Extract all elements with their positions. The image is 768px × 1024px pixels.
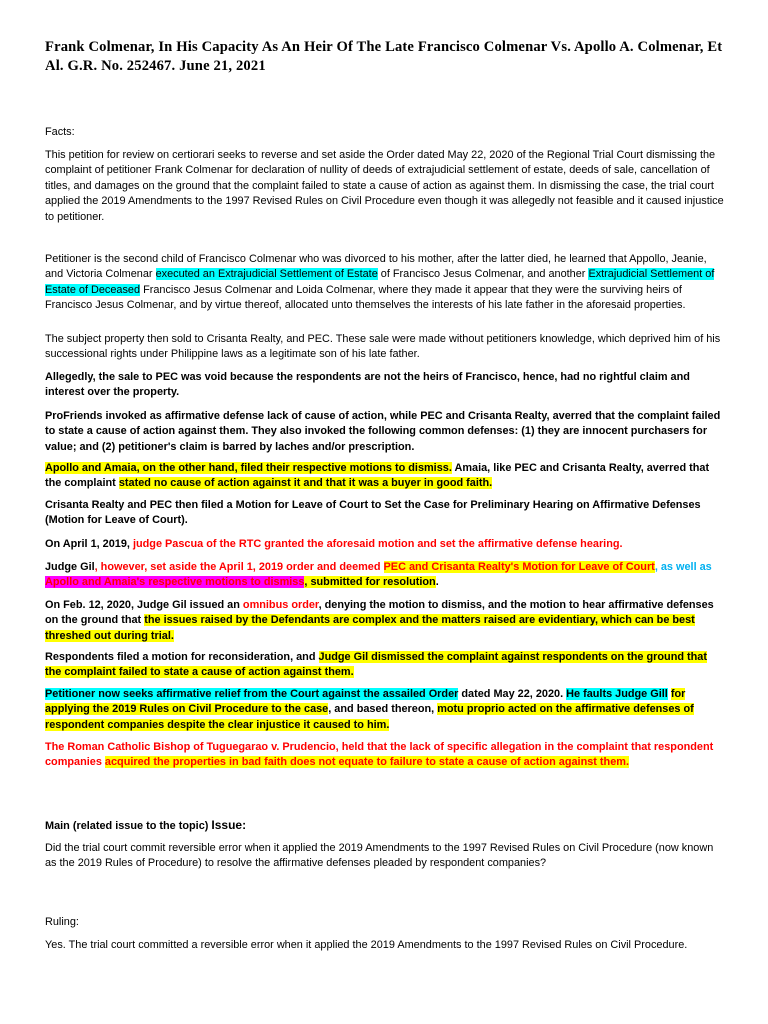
facts-paragraph-6 [45,461,725,492]
p6-highlight-no-cause: stated no cause of action against it and that it was a buyer in good faith. [118,477,493,490]
p11-text-a: Respondents filed a motion for reconsideration, and [45,651,319,663]
p9-red-set-aside: , however, set aside the April 1, 2019 order and deemed [94,561,384,573]
p10-highlight-issues-complex: the issues raised by the Defendants are complex and the matters raised are evidentiary, which can be best threshed out during trial. [45,614,695,642]
facts-paragraph-8 [45,537,725,552]
facts-paragraph-7: Crisanta Realty and PEC then filed a Motion for Leave of Court to Set the Case for Preliminary Hearing on Affirmative Defenses (Motion for Leave of Court). [45,499,701,527]
facts-heading: Facts: [45,126,75,138]
p9-highlight-submitted: , submitted for resolution [304,576,436,589]
facts-paragraph-4: Allegedly, the sale to PEC was void because the respondents are not the heirs of Francisco, hence, had no rightful claim and interest over the property. [45,371,690,399]
p12-cyan-affirmative-relief: Petitioner now seeks affirmative relief from the Court against the assailed Order [45,688,459,700]
facts-paragraph-3: The subject property then sold to Crisanta Realty, and PEC. These sale were made without petitioners knowledge, which deprived him of his successional rights under Philippine laws as a legitimate son of his late father. [45,333,721,361]
p13-highlight-bad-faith: acquired the properties in bad faith does not equate to failure to state a cause of action against them. [104,756,629,769]
p6-text-b: Amaia, like PEC and Crisanta Realty, averred that the complaint [45,462,710,490]
p13-red-roman-catholic: The Roman Catholic Bishop of Tuguegarao v. Prudencio, held that the lack of specific allegation in the complaint that respondent companies [45,741,714,769]
facts-paragraph-13 [45,740,725,771]
facts-paragraph-10 [45,598,725,644]
p2-text-e: Francisco Jesus Colmenar and Loida Colmenar, where they made it appear that they were the surviving heirs of Francisco Jesus Colmenar, and by virtue thereof, allocated unto themselves the interests of his late father in the aforesaid properties. [45,283,686,312]
p12-text-e: , and based thereon, [328,703,438,716]
p2-highlight-settlement-deceased: Extrajudicial Settlement of Estate of Deceased [45,268,715,296]
p6-highlight-motions-dismiss: Apollo and Amaia, on the other hand, filed their respective motions to dismiss. [45,462,452,474]
p12-highlight-2019-rules: for applying the 2019 Rules on Civil Procedure to the case [45,688,686,716]
p9-text-judge-gil: Judge Gil [45,561,95,573]
p9-text-period: . [435,576,439,589]
p8-text-a: On April 1, 2019, [45,538,133,550]
p9-highlight-motion-leave: PEC and Crisanta Realty's Motion for Leave of Court [383,561,655,573]
issue-heading-prefix: Main (related issue to the topic) [45,820,212,832]
p9-magenta-motions-dismiss: Apollo and Amaia's respective motions to dismiss [45,576,305,589]
issue-heading-label: Issue: [211,818,247,832]
ruling-text: Yes. The trial court committed a reversible error when it applied the 2019 Amendments to the 1997 Revised Rules on Civil Procedure. [45,939,688,951]
facts-paragraph-9 [45,560,725,591]
p9-blue-as-well-as: , as well as [654,561,712,573]
p12-highlight-motu-proprio: motu proprio acted on the affirmative defenses of respondent companies despite the clear injustice it caused to him. [45,703,694,731]
p12-cyan-faults-judge: He faults Judge Gill [566,688,668,700]
p2-text-a: Petitioner is the second child of Francisco Colmenar who was divorced to his mother, after the latter died, he learned that Appollo, Jeanie, and Victoria Colmenar [45,253,707,281]
p8-red-judge-pascua: judge Pascua of the RTC granted the aforesaid motion and set the affirmative defense hearing. [132,538,623,550]
p11-highlight-dismissed: Judge Gil dismissed the complaint against respondents on the ground that the complaint failed to state a cause of action against them. [45,651,707,679]
p10-text-c: , denying the motion to dismiss, and the motion to hear affirmative defenses on the ground that [45,599,714,627]
facts-paragraph-2 [45,252,725,314]
p12-text-b: dated May 22, 2020. [458,688,567,700]
p10-text-a: On Feb. 12, 2020, Judge Gil issued an [45,599,243,611]
case-title: Frank Colmenar, In His Capacity As An Heir Of The Late Francisco Colmenar Vs. Apollo A. Colmenar, Et Al. G.R. No. 252467. June 21, 2021 [45,39,723,74]
p2-highlight-executed-settlement: executed an Extrajudicial Settlement of Estate [155,268,378,281]
issue-heading [45,818,725,834]
p2-text-c: of Francisco Jesus Colmenar, and another [377,268,589,281]
issue-text: Did the trial court commit reversible error when it applied the 2019 Amendments to the 1997 Revised Rules on Civil Procedure (now known as the 2019 Rules of Procedure) to resolve the affirmative defenses pleaded by respondent companies? [45,842,714,870]
facts-paragraph-1: This petition for review on certiorari seeks to reverse and set aside the Order dated May 22, 2020 of the Regional Trial Court dismissing the complaint of petitioner Frank Colmenar for declaration of nullity of deeds of extrajudicial settlement of estate, deeds of sale, cancellation of titles, and damages on the ground that the complaint failed to state a cause of action as against them. In dismissing the case, the trial court applied the 2019 Amendments to the 1997 Revised Rules on Civil Procedure even though it was allegedly not feasible and it caused injustice to petitioner. [45,149,724,223]
p10-red-omnibus-order: omnibus order [242,599,319,611]
facts-paragraph-12 [45,687,725,733]
ruling-heading: Ruling: [45,916,79,928]
facts-paragraph-11 [45,650,725,681]
facts-paragraph-5: ProFriends invoked as affirmative defense lack of cause of action, while PEC and Crisanta Realty, averred that the complaint failed to state a cause of action against them. They also invoked the following common defenses: (1) they are innocent purchasers for value; and (2) petitioner's claim is barred by laches and/or prescription. [45,410,721,453]
